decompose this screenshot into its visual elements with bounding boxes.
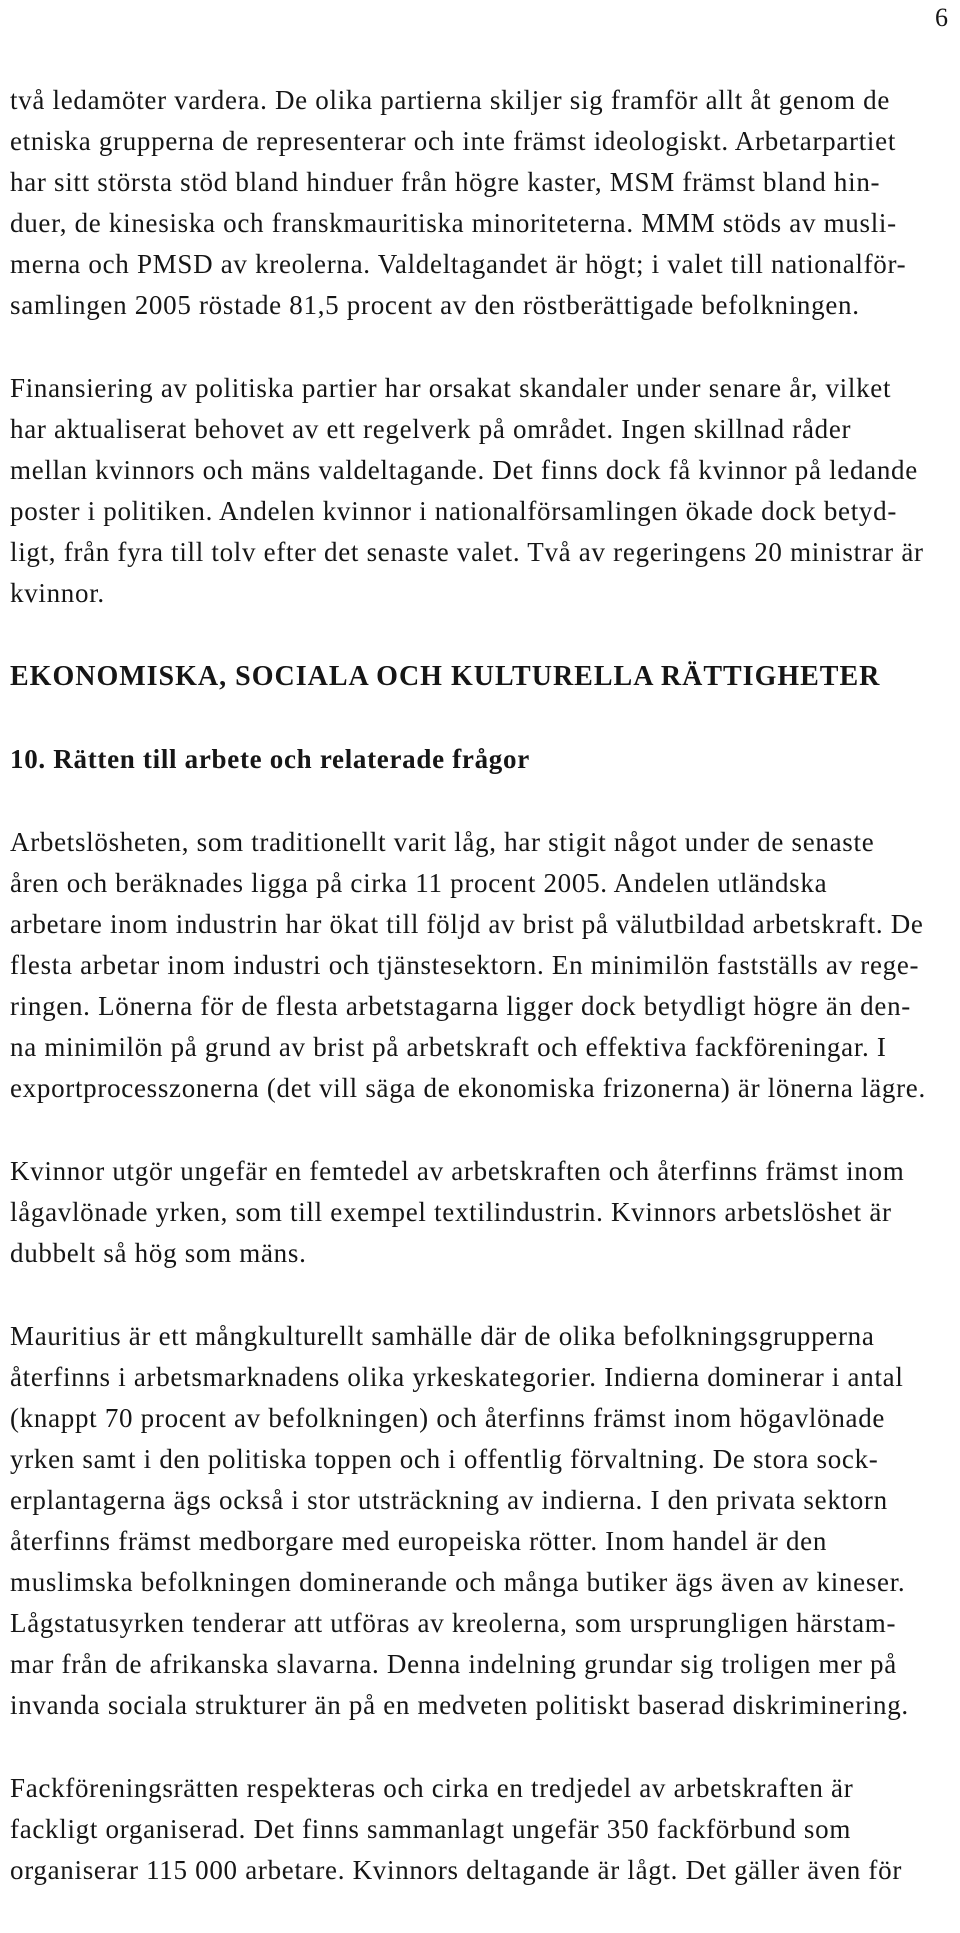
section-heading: EKONOMISKA, SOCIALA OCH KULTURELLA RÄTTIGHETER xyxy=(10,661,881,692)
text-line: Kvinnor utgör ungefär en femtedel av arbetskraften och återfinns främst inom xyxy=(10,1156,905,1186)
text-line: yrken samt i den politiska toppen och i offentlig förvaltning. De stora sock- xyxy=(10,1444,879,1474)
text-line: ringen. Lönerna för de flesta arbetstagarna ligger dock betydligt högre än den- xyxy=(10,991,911,1021)
text-line: åren och beräknades ligga på cirka 11 procent 2005. Andelen utländska xyxy=(10,868,828,898)
body-paragraph xyxy=(10,822,955,1109)
text-line: Lågstatusyrken tenderar att utföras av kreolerna, som ursprungligen härstam- xyxy=(10,1608,897,1638)
text-line: invanda sociala strukturer än på en medveten politiskt baserad diskriminering. xyxy=(10,1690,909,1720)
text-line: merna och PMSD av kreolerna. Valdeltagandet är högt; i valet till nationalför- xyxy=(10,249,907,279)
text-line: Mauritius är ett mångkulturellt samhälle där de olika befolkningsgrupperna xyxy=(10,1321,875,1351)
text-line: återfinns främst medborgare med europeiska rötter. Inom handel är den xyxy=(10,1526,828,1556)
text-line: ligt, från fyra till tolv efter det senaste valet. Två av regeringens 20 ministrar är xyxy=(10,537,924,567)
text-line: erplantagerna ägs också i stor utsträckning av indierna. I den privata sektorn xyxy=(10,1485,888,1515)
text-line: dubbelt så hög som mäns. xyxy=(10,1238,307,1268)
text-line: mellan kvinnors och mäns valdeltagande. Det finns dock få kvinnor på ledande xyxy=(10,455,918,485)
text-line: har aktualiserat behovet av ett regelverk på området. Ingen skillnad råder xyxy=(10,414,852,444)
text-line: organiserar 115 000 arbetare. Kvinnors deltagande är lågt. Det gäller även för xyxy=(10,1855,903,1885)
text-line: flesta arbetar inom industri och tjänstesektorn. En minimilön fastställs av rege- xyxy=(10,950,920,980)
text-line: samlingen 2005 röstade 81,5 procent av den röstberättigade befolkningen. xyxy=(10,290,860,320)
text-line: lågavlönade yrken, som till exempel textilindustrin. Kvinnors arbetslöshet är xyxy=(10,1197,892,1227)
page-number: 6 xyxy=(935,3,948,32)
text-line: (knappt 70 procent av befolkningen) och återfinns främst inom högavlönade xyxy=(10,1403,886,1433)
text-line: Arbetslösheten, som traditionellt varit låg, har stigit något under de senaste xyxy=(10,827,875,857)
text-line: två ledamöter vardera. De olika partierna skiljer sig framför allt åt genom de xyxy=(10,85,891,115)
text-line: mar från de afrikanska slavarna. Denna indelning grundar sig troligen mer på xyxy=(10,1649,897,1679)
text-line: poster i politiken. Andelen kvinnor i nationalförsamlingen ökade dock betyd- xyxy=(10,496,898,526)
subsection-heading: 10. Rätten till arbete och relaterade frågor xyxy=(10,744,530,774)
text-line: exportprocesszonerna (det vill säga de ekonomiska frizonerna) är lönerna lägre. xyxy=(10,1073,926,1103)
body-paragraph xyxy=(10,1151,955,1274)
text-line: kvinnor. xyxy=(10,578,105,608)
text-line: återfinns i arbetsmarknadens olika yrkeskategorier. Indierna dominerar i antal xyxy=(10,1362,904,1392)
text-line: duer, de kinesiska och franskmauritiska minoriteterna. MMM stöds av musli- xyxy=(10,208,897,238)
body-paragraph xyxy=(10,80,955,326)
body-paragraph xyxy=(10,368,955,614)
text-line: na minimilön på grund av brist på arbetskraft och effektiva fackföreningar. I xyxy=(10,1032,887,1062)
text-line: Finansiering av politiska partier har orsakat skandaler under senare år, vilket xyxy=(10,373,892,403)
text-line: har sitt största stöd bland hinduer från högre kaster, MSM främst bland hin- xyxy=(10,167,881,197)
document-body xyxy=(10,80,955,1933)
text-line: etniska grupperna de representerar och inte främst ideologiskt. Arbetarpartiet xyxy=(10,126,897,156)
text-line: arbetare inom industrin har ökat till följd av brist på välutbildad arbetskraft. De xyxy=(10,909,924,939)
text-line: fackligt organiserad. Det finns sammanlagt ungefär 350 fackförbund som xyxy=(10,1814,852,1844)
body-paragraph xyxy=(10,1768,955,1891)
text-line: muslimska befolkningen dominerande och många butiker ägs även av kineser. xyxy=(10,1567,906,1597)
body-paragraph xyxy=(10,1316,955,1726)
text-line: Fackföreningsrätten respekteras och cirka en tredjedel av arbetskraften är xyxy=(10,1773,854,1803)
